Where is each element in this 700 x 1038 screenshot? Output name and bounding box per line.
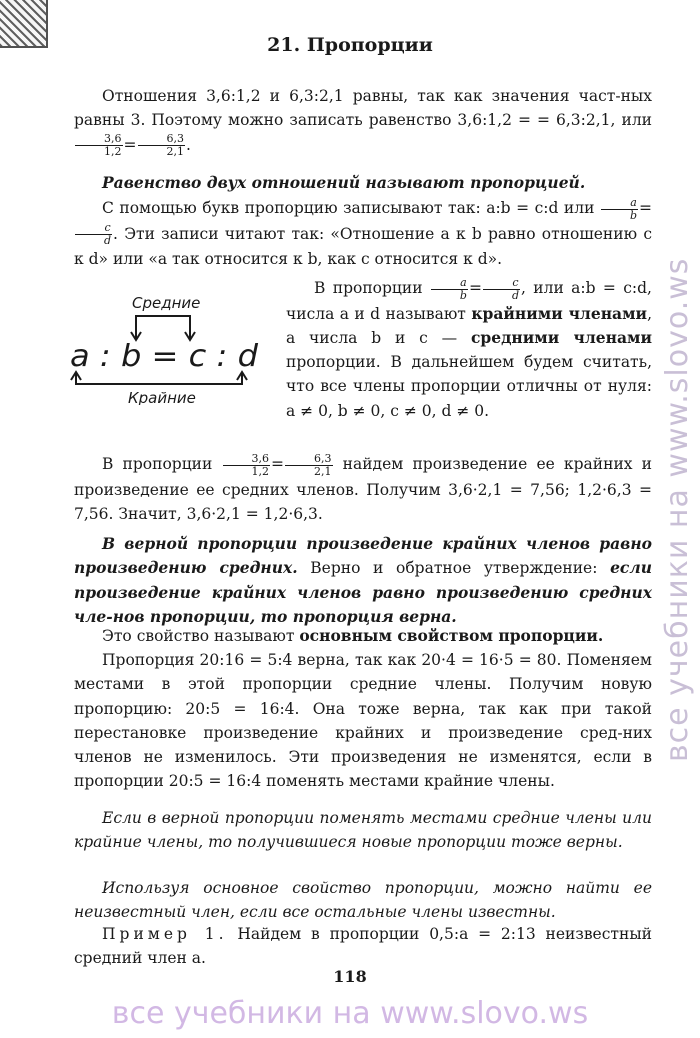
fraction-6-3-over-2-1: $\frac{6,3}{2,1}$ (138, 133, 186, 158)
term-extreme: крайними членами (471, 303, 648, 323)
example-label: Пример 1. (102, 925, 228, 943)
paragraph-swap-rule: Если в верной пропорции поменять местами средние члены или крайние члены, то получившиеся новые пропорции тоже верны. (74, 809, 652, 852)
paragraph-example-swap: Пропорция 20:16 = 5:4 верна, так как 20·4 = 16·5 = 80. Поменяем местами в этой пропорции средние члены. Получим новую пропорцию: 20:5 = 16:4. Она тоже верна, так как при такой перестановке произведение крайних и произведение сред-них членов не изменилось. Эти произведения не изменятся, если в пропорции 20:5 = 16:4 поменять местами крайние члены. (74, 651, 652, 791)
page-number: 118 (333, 967, 367, 986)
proportion-diagram (70, 290, 270, 405)
paragraph-unknown: Используя основное свойство пропорции, можно найти ее неизвестный член, если все остальные члены известны. (74, 879, 652, 922)
paragraph-rule: В верной пропорции произведение крайних членов равно произведению средних. Верно и обратное утверждение: если произведение крайних членов равно произведению средних чле-нов пропорции, то пропорция верна. (74, 534, 652, 626)
converse-statement: если произведение крайних членов равно произведению средних чле-нов пропорции, то пропорция верна. (74, 558, 652, 626)
proportion-expression: a : b = c : d (70, 339, 260, 374)
rule-statement: В верной пропорции произведение крайних членов равно произведению средних. (74, 534, 652, 578)
middle-label: Средние (132, 294, 201, 312)
section-title: 21. Пропорции (267, 34, 433, 56)
middle-arrow (136, 316, 190, 338)
paragraph-notation: С помощью букв пропорцию записывают так: a:b = c:d или $\frac{a}{b}$ = $\frac{c}{d}$ . Эти записи читают так: «Отношение a к b равно отношению c к d» или «a так относится к b, как c относится к d». (74, 195, 652, 268)
fraction-a-over-b: $\frac{a}{b}$ (601, 197, 638, 222)
watermark-bottom: все учебники на www.slovo.ws (111, 996, 589, 1031)
paragraph-products: В пропорции $\frac{3,6}{1,2}$ = $\frac{6,3}{2,1}$ найдем произведение ее крайних и произведение ее средних членов. Получим 3,6·2,1 = 7,56; 1,2·6,3 = 7,56. Значит, 3,6·2,1 = 1,2·6,3. (74, 451, 652, 523)
paragraph-property: Это свойство называют основным свойством пропорции. (102, 626, 604, 645)
paragraph-ratios: Отношения 3,6:1,2 и 6,3:2,1 равны, так как значения част-ных равны 3. Поэтому можно записать равенство 3,6:1,2 = = 6,3:2,1, или $\frac{3,6}{1,2}$ = $\frac{6,3}{2,1}$ . (74, 87, 652, 159)
term-middle: средними членами (470, 327, 652, 347)
fraction-3-6-over-1-2: $\frac{3,6}{1,2}$ (75, 133, 123, 158)
paragraph-example-1: Пример 1. Найдем в пропорции 0,5:a = 2:13 неизвестный средний член a. (74, 925, 652, 968)
watermark-side: все учебники на www.slovo.ws (660, 257, 695, 763)
fraction-c-over-d: $\frac{c}{d}$ (75, 222, 112, 247)
para1-text: Отношения 3,6:1,2 и 6,3:2,1 равны, так как значения част-ных равны 3. Поэтому можно записать равенство 3,6:1,2 = = 6,3:2,1, или (74, 87, 652, 130)
main-property: основным свойством пропорции. (299, 626, 604, 645)
extreme-label: Крайние (128, 389, 196, 405)
extreme-arrow (76, 374, 242, 384)
paragraph-terms: В пропорции $\frac{a}{b}$ = $\frac{c}{d}$ , или a:b = c:d, числа a и d называют крайними членами, а числа b и c — средними членами пропорции. В дальнейшем будем считать, что все члены пропорции отличны от нуля: a ≠ 0, b ≠ 0, c ≠ 0, d ≠ 0. (286, 275, 652, 420)
definition: Равенство двух отношений называют пропорцией. (102, 173, 586, 192)
